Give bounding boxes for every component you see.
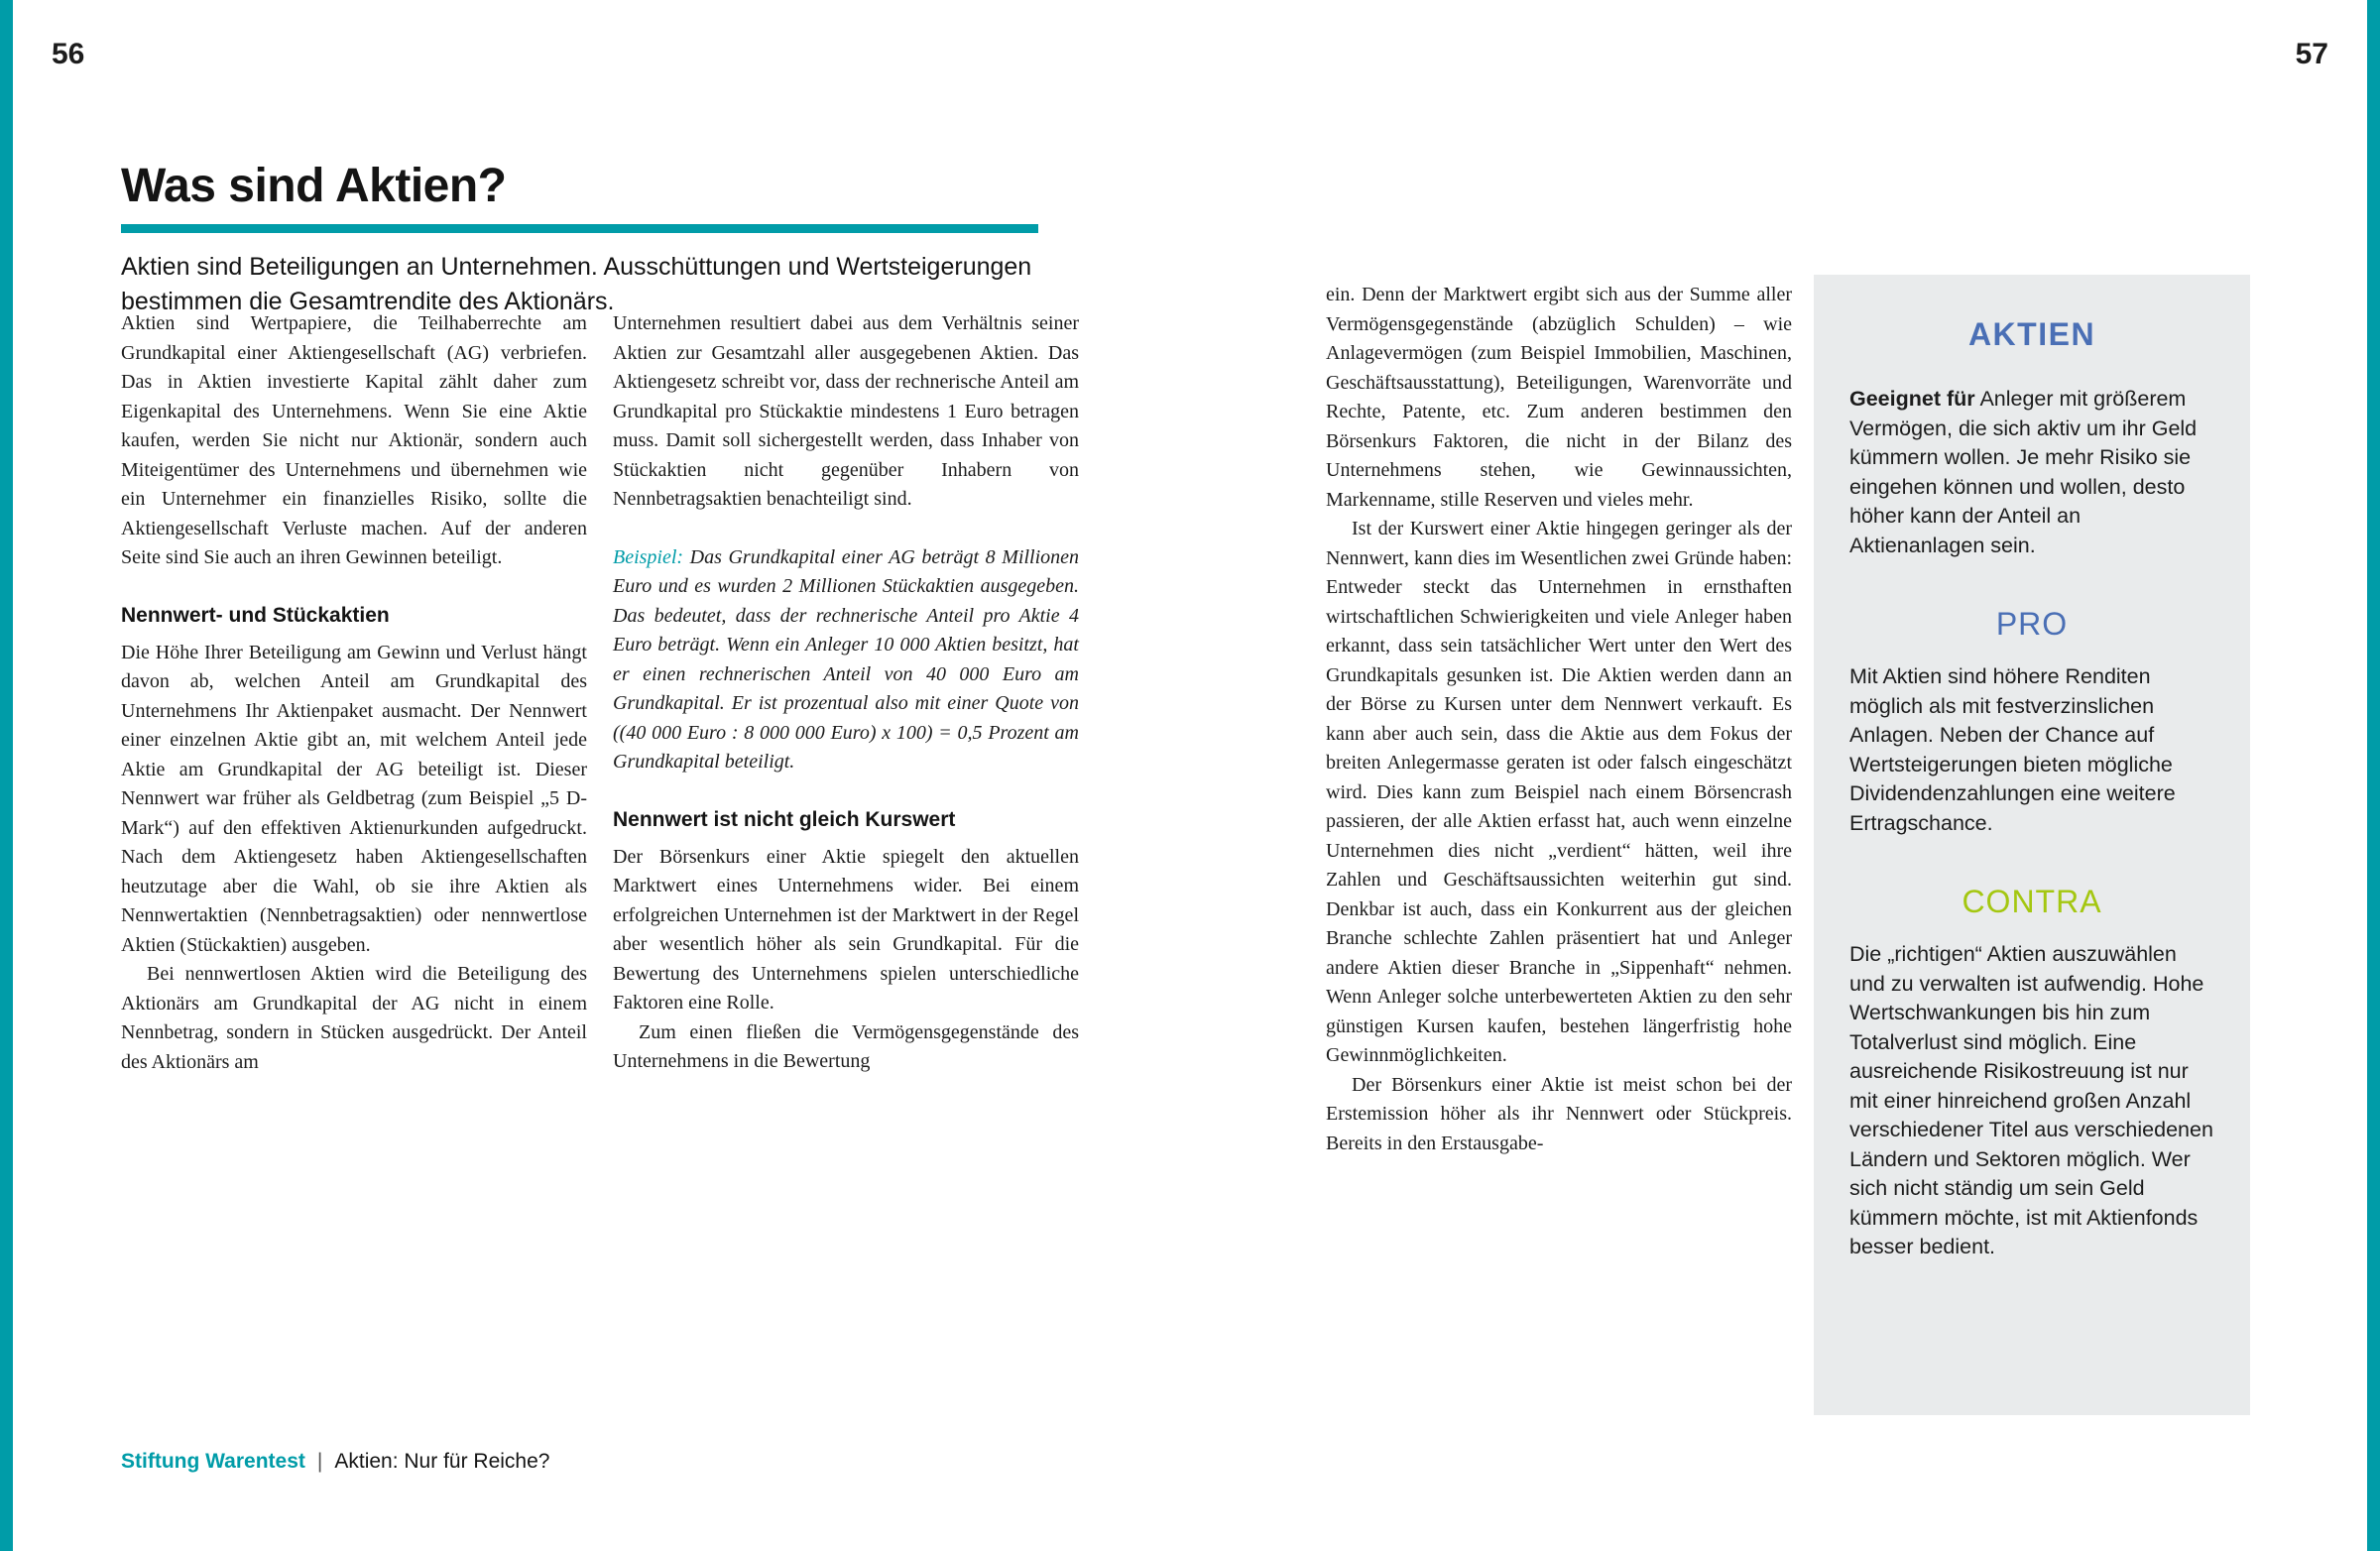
title-underline-rule xyxy=(121,224,1038,233)
info-box-aktien xyxy=(1814,275,2250,1415)
footer-divider: | xyxy=(316,1450,323,1473)
article-subtitle: Aktien sind Beteiligungen an Unternehmen. Ausschüttungen und Wertsteigerungen bestimmen die Gesamtrendite des Aktionärs. xyxy=(121,253,1032,315)
paragraph: ein. Denn der Marktwert ergibt sich aus der Summe aller Vermögensgegenstände (abzüglich Schulden) – wie Anlagevermögen (zum Beispiel Immobilien, Maschinen, Geschäftsausstattung), Beteiligungen, Warenvorräte und Rechte, Patente, etc. Zum anderen bestimmen den Börsenkurs Faktoren, die nicht in der Bilanz des Unternehmens stehen, wie Gewinnaussichten, Markenname, stille Reserven und vieles mehr. xyxy=(1326,284,1792,511)
text-column-1 xyxy=(121,309,587,1077)
paragraph: Unternehmen resultiert dabei aus dem Verhältnis seiner Aktien zur Gesamtzahl aller ausgegebenen Aktien. Das Aktiengesetz schreibt vor, dass der rechnerische Anteil am Grundkapital pro Stückaktie mindestens 1 Euro betragen muss. Damit soll sichergestellt werden, dass Inhaber von Stückaktien nicht gegenüber Inhabern von Nennbetragsaktien benachteiligt sind. xyxy=(613,312,1079,510)
text-column-3 xyxy=(1326,281,1792,1158)
paragraph: Der Börsenkurs einer Aktie spiegelt den aktuellen Marktwert eines Unternehmens wider. Bei einem erfolgreichen Unternehmen ist der Marktwert in der Regel aber wesentlich höher als sein Grundkapital. Für die Bewertung des Unternehmens spielen unterschiedliche Faktoren eine Rolle. xyxy=(613,845,1079,1014)
contra-heading: CONTRA xyxy=(1962,884,2102,919)
info-box-title: AKTIEN xyxy=(1967,316,2096,352)
left-edge-accent-bar xyxy=(0,0,13,1551)
contra-paragraph: Die „richtigen“ Aktien auszuwählen und zu verwalten ist aufwendig. Hohe Wertschwankungen bis hin zum Totalverlust sind möglich. Eine ausreichende Risikostreuung ist nur mit einer hinreichend großen Anzahl verschiedener Titel aus verschiedenen Ländern und Sektoren möglich. Wer sich nicht ständig um sein Geld kümmern möchte, ist mit Aktienfonds besser bedient. xyxy=(1849,942,2213,1258)
section-heading-nennwert-kurswert: Nennwert ist nicht gleich Kurswert xyxy=(613,807,956,831)
page-number-left: 56 xyxy=(52,38,85,70)
pro-heading: PRO xyxy=(1995,606,2069,642)
example-label: Beispiel: xyxy=(613,545,684,568)
paragraph: Der Börsenkurs einer Aktie ist meist schon bei der Erstemission höher als ihr Nennwert oder Stückpreis. Bereits in den Erstausgabe- xyxy=(1326,1073,1792,1154)
page-footer xyxy=(121,1450,549,1474)
example-text: Das Grundkapital einer AG beträgt 8 Millionen Euro und es wurden 2 Millionen Stückaktien ausgegeben. Das bedeutet, dass der rechnerische Anteil pro Aktie 4 Euro beträgt. Wenn ein Anleger 10 000 Aktien besitzt, hat er einen rechnerischen Anteil von 40 000 Euro am Grundkapital. Er ist prozentual also mit einer Quote von ((40 000 Euro : 8 000 000 Euro) x 100) = 0,5 Prozent am Grundkapital beteiligt. xyxy=(613,545,1080,773)
suitability-paragraph xyxy=(1849,385,2214,560)
paragraph-intro: Aktien sind Wertpapiere, die Teilhaberrechte am Grundkapital einer Aktiengesellschaft (AG) verbriefen. Das in Aktien investierte Kapital zählt daher zum Eigenkapital des Unternehmens. Wenn Sie eine Aktie kaufen, werden Sie nicht nur Aktionär, sondern auch Miteigentümer des Unternehmens und übernehmen wie ein Unternehmer ein finanzielles Risiko, sollte die Aktiengesellschaft Verluste machen. Auf der anderen Seite sind Sie auch an ihren Gewinnen beteiligt. xyxy=(121,312,587,568)
pro-paragraph: Mit Aktien sind höhere Renditen möglich als mit festverzinslichen Anlagen. Neben der Chance auf Wertsteigerungen bieten mögliche Dividendenzahlungen eine weitere Ertragschance. xyxy=(1849,664,2176,835)
right-edge-accent-bar xyxy=(2367,0,2380,1551)
paragraph: Die Höhe Ihrer Beteiligung am Gewinn und Verlust hängt davon ab, welchen Anteil am Grundkapital des Unternehmens Ihr Aktienpaket ausmacht. Der Nennwert einer einzelnen Aktie gibt an, mit welchem Anteil jede Aktie am Grundkapital der AG beteiligt ist. Dieser Nennwert war früher als Geldbetrag (zum Beispiel „5 D-Mark“) auf den effektiven Aktienurkunden aufgedruckt. Nach dem Aktiengesetz haben Aktiengesellschaften heutzutage aber die Wahl, ob sie ihre Aktien als Nennwertaktien (Nennbetragsaktien) oder nennwertlose Aktien (Stückaktien) ausgeben. xyxy=(121,641,587,956)
paragraph: Ist der Kurswert einer Aktie hingegen geringer als der Nennwert, kann dies im Wesentlichen zwei Gründe haben: Entweder steckt das Unternehmen in ernsthaften wirtschaftlichen Schwierigkeiten und viele Anleger haben erkannt, dass sein tatsächlicher Wert unter den Wert des Grundkapitals gesunken ist. Die Aktien werden dann an der Börse zu Kursen unter dem Nennwert verkauft. Es kann aber auch sein, dass die Aktie aus dem Fokus der breiten Anlegermasse geraten ist oder falsch eingeschätzt wird. Dies kann zum Beispiel nach einem Börsencrash passieren, der alle Aktien erfasst hat, auch wenn einzelne Unternehmen dies nicht „verdient“ hätten, weil ihre Zahlen und Geschäftsaussichten weiterhin gut sind. Denkbar ist auch, dass ein Konkurrent aus der gleichen Branche schlechte Zahlen präsentiert hat und Anleger andere Aktien dieser Branche in „Sippenhaft“ nehmen. Wenn Anleger solche unterbewerteten Aktien zu den sehr günstigen Kursen kaufen, bestehen längerfristig hohe Gewinnmöglichkeiten. xyxy=(1326,518,1792,1066)
page-number-right: 57 xyxy=(2295,38,2328,70)
section-heading-nennwert-stueckaktien: Nennwert- und Stückaktien xyxy=(121,603,390,627)
paragraph: Bei nennwertlosen Aktien wird die Beteiligung des Aktionärs am Grundkapital der AG nicht in einem Nennbetrag, sondern in Stücken ausgedrückt. Der Anteil des Aktionärs am xyxy=(121,963,587,1073)
paragraph: Zum einen fließen die Vermögensgegenstände des Unternehmens in die Bewertung xyxy=(613,1020,1079,1072)
publisher-name: Stiftung Warentest xyxy=(121,1450,305,1473)
text-column-2 xyxy=(613,309,1079,1077)
article-title: Was sind Aktien? xyxy=(121,160,507,212)
suitability-text: Anleger mit größerem Vermögen, die sich aktiv um ihr Geld kümmern wollen. Je mehr Risiko sie eingehen können und wollen, desto höher kann der Anteil an Aktienanlagen sein. xyxy=(1849,387,2198,557)
book-title: Aktien: Nur für Reiche? xyxy=(334,1450,550,1473)
suitability-label: Geeignet für xyxy=(1849,387,1975,411)
example-block xyxy=(613,543,1079,777)
